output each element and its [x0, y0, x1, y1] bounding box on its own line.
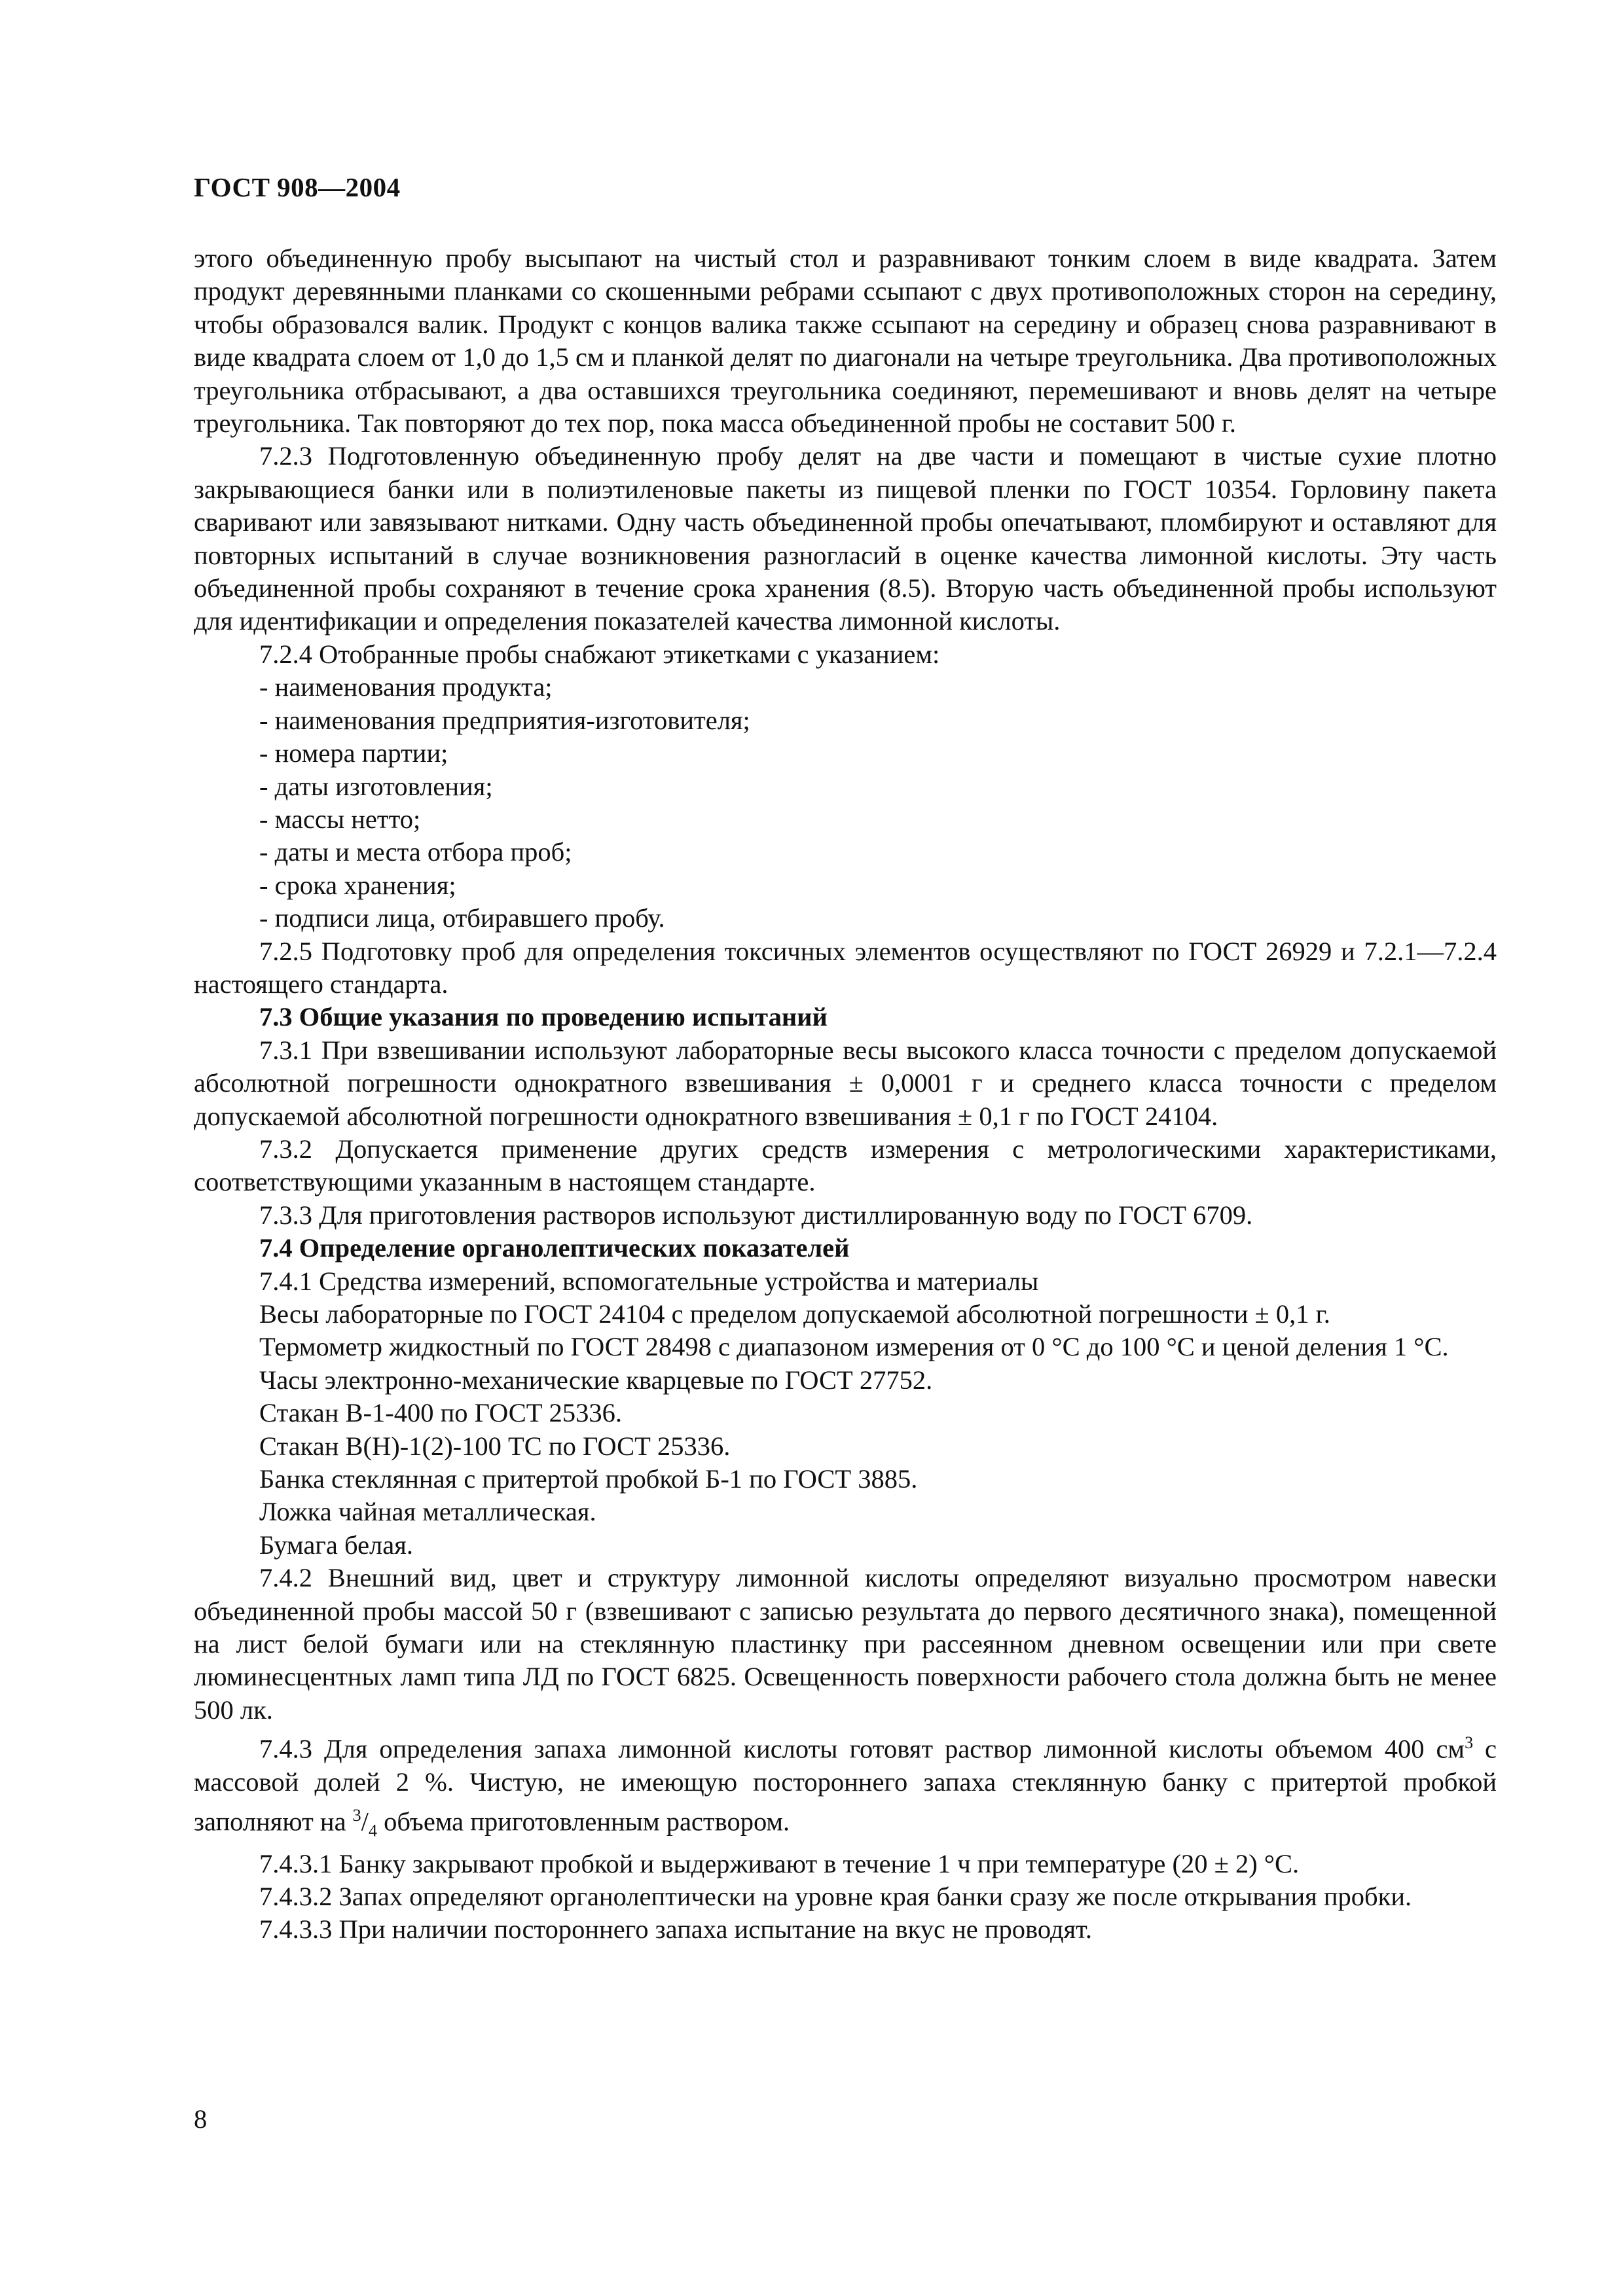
superscript: 3	[1465, 1733, 1474, 1753]
equipment-item: Банка стеклянная с притертой пробкой Б-1 по ГОСТ 3885.	[259, 1464, 918, 1494]
equipment-item: Стакан В(Н)-1(2)-100 ТС по ГОСТ 25336.	[259, 1431, 731, 1461]
label-list	[194, 671, 1497, 935]
paragraph-7-4-3-3: 7.4.3.3 При наличии постороннего запаха испытание на вкус не проводят.	[259, 1914, 1092, 1945]
text-run: объема приготовленным раствором.	[376, 1806, 790, 1837]
text-run: 7.4.3 Для определения запаха лимонной кислоты готовят раствор лимонной кислоты объемом 400 см	[259, 1734, 1465, 1764]
paragraph-7-4-3-1: 7.4.3.1 Банку закрывают пробкой и выдерживают в течение 1 ч при температуре (20 ± 2) °С.	[259, 1848, 1300, 1878]
equipment-item: Весы лабораторные по ГОСТ 24104 с пределом допускаемой абсолютной погрешности ± 0,1 г.	[259, 1299, 1330, 1329]
paragraph-7-4-1: 7.4.1 Средства измерений, вспомогательные устройства и материалы	[259, 1266, 1039, 1296]
paragraph-7-2-4: 7.2.4 Отобранные пробы снабжают этикетками с указанием:	[259, 639, 940, 669]
paragraph: этого объединенную пробу высыпают на чистый стол и разравнивают тонким слоем в виде квадрата. Затем продукт деревянными планками со скошенными ребрами ссыпают с двух противоположных сторон на середину, чтобы образовался валик. Продукт с концов валика также ссыпают на середину и образец снова разравнивают в виде квадрата слоем от 1,0 до 1,5 см и планкой делят по диагонали на четыре треугольника. Два противоположных треугольника отбрасывают, а два оставшихся треугольника соединяют, перемешивают и вновь делят на четыре треугольника. Так повторяют до тех пор, пока масса объединенной пробы не составит 500 г.	[194, 243, 1497, 439]
page-header: ГОСТ 908—2004	[194, 172, 401, 202]
section-heading-7-3: 7.3 Общие указания по проведению испытаний	[259, 1002, 828, 1032]
list-item: - наименования предприятия-изготовителя;	[259, 705, 750, 735]
paragraph-7-2-3: 7.2.3 Подготовленную объединенную пробу делят на две части и помещают в чистые сухие плотно закрывающиеся банки или в полиэтиленовые пакеты из пищевой пленки по ГОСТ 10354. Горловину пакета сваривают или завязывают нитками. Одну часть объединенной пробы опечатывают, пломбируют и оставляют для повторных испытаний в случае возникновения разногласий в оценке качества лимонной кислоты. Эту часть объединенной пробы сохраняют в течение срока хранения (8.5). Вторую часть объединенной пробы используют для идентификации и определения показателей качества лимонной кислоты.	[194, 441, 1497, 636]
list-item: - даты и места отбора проб;	[259, 837, 572, 867]
equipment-item: Термометр жидкостный по ГОСТ 28498 с диапазоном измерения от 0 °С до 100 °С и ценой деления 1 °С.	[259, 1332, 1449, 1362]
paragraph-7-3-1: 7.3.1 При взвешивании используют лабораторные весы высокого класса точности с пределом допускаемой абсолютной погрешности однократного взвешивания ± 0,0001 г и среднего класса точности с пределом допускаемой абсолютной погрешности однократного взвешивания ± 0,1 г по ГОСТ 24104.	[194, 1035, 1497, 1131]
paragraph-7-3-3: 7.3.3 Для приготовления растворов используют дистиллированную воду по ГОСТ 6709.	[259, 1200, 1253, 1230]
paragraph-7-3-2: 7.3.2 Допускается применение других средств измерения с метрологическими характеристиками, соответствующими указанным в настоящем стандарте.	[194, 1134, 1497, 1197]
section-heading-7-4: 7.4 Определение органолептических показателей	[259, 1233, 850, 1263]
text-run: с массовой долей 2 %. Чистую, не имеющую постороннего запаха стеклянную банку с притертой пробкой заполняют на	[194, 1734, 1497, 1837]
fraction-denominator: 4	[368, 1821, 377, 1840]
list-item: - даты изготовления;	[259, 771, 493, 801]
list-item: - массы нетто;	[259, 804, 421, 834]
list-item: - наименования продукта;	[259, 672, 553, 702]
fraction-numerator: 3	[352, 1805, 361, 1825]
paragraph-7-4-2: 7.4.2 Внешний вид, цвет и структуру лимонной кислоты определяют визуально просмотром навески объединенной пробы массой 50 г (взвешивают с записью результата до первого десятичного знака), помещенной на лист белой бумаги или на стеклянную пластинку при рассеянном дневном освещении или при свете люминесцентных ламп типа ЛД по ГОСТ 6825. Освещенность поверхности рабочего стола должна быть не менее 500 лк.	[194, 1563, 1497, 1725]
equipment-item: Ложка чайная металлическая.	[259, 1497, 596, 1527]
equipment-item: Стакан В-1-400 по ГОСТ 25336.	[259, 1398, 623, 1428]
page-number: 8	[194, 2104, 208, 2134]
paragraph-7-4-3-2: 7.4.3.2 Запах определяют органолептически на уровне края банки сразу же после открывания пробки.	[259, 1882, 1412, 1911]
equipment-item: Часы электронно-механические кварцевые по ГОСТ 27752.	[259, 1365, 933, 1395]
list-item: - срока хранения;	[259, 870, 456, 900]
list-item: - номера партии;	[259, 738, 448, 768]
document-body	[194, 242, 1497, 1946]
paragraph-7-2-5: 7.2.5 Подготовку проб для определения токсичных элементов осуществляют по ГОСТ 26929 и 7.2.1—7.2.4 настоящего стандарта.	[194, 936, 1497, 999]
list-item: - подписи лица, отбиравшего пробу.	[259, 903, 665, 933]
equipment-item: Бумага белая.	[259, 1530, 413, 1560]
paragraph-7-4-3	[194, 1727, 1497, 1847]
fraction-slash: /	[361, 1806, 369, 1837]
